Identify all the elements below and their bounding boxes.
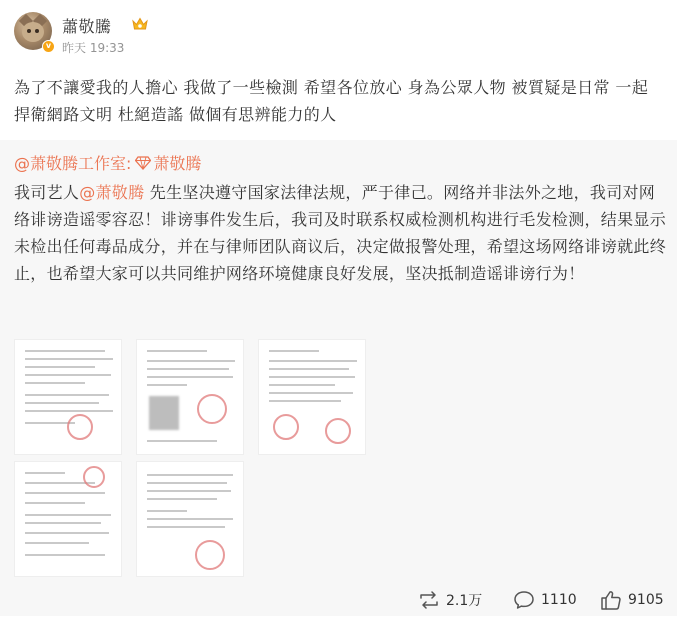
repost-text-mention[interactable]: @萧敬腾 bbox=[79, 183, 145, 202]
repost-count: 2.1万 bbox=[446, 593, 483, 609]
thumbnail-image[interactable] bbox=[258, 339, 366, 455]
post-text: 為了不讓愛我的人擔心 我做了一些檢測 希望各位放心 身為公眾人物 被質疑是日常 一起捍衛網路文明 杜絕造謠 做個有思辨能力的人 bbox=[14, 78, 649, 124]
repost-text bbox=[14, 179, 666, 287]
author-name[interactable]: 蕭敬騰 bbox=[62, 17, 112, 36]
repost-icon bbox=[418, 591, 440, 609]
verified-badge-icon: v bbox=[42, 40, 55, 53]
post-actions bbox=[0, 582, 677, 618]
thumbs-up-icon bbox=[600, 590, 622, 610]
diamond-icon bbox=[135, 156, 151, 170]
repost-colon: : bbox=[126, 154, 132, 173]
repost-text-pre: 我司艺人 bbox=[14, 183, 80, 202]
thumbnail-image[interactable] bbox=[136, 461, 244, 577]
repost-button[interactable] bbox=[418, 588, 482, 612]
thumbnail-image[interactable] bbox=[14, 461, 122, 577]
post-time[interactable]: 昨天 19:33 bbox=[62, 41, 125, 55]
repost-mention-name[interactable]: 萧敬腾 bbox=[153, 154, 202, 173]
like-button[interactable] bbox=[600, 588, 664, 612]
comment-button[interactable] bbox=[513, 588, 577, 612]
post-header bbox=[14, 10, 414, 54]
thumbnail-image[interactable] bbox=[136, 339, 244, 455]
repost-text-post: 先生坚决遵守国家法律法规，严于律己。网络并非法外之地，我司对网络诽谤造谣零容忍！诽谤事件发生后，我司及时联系权威检测机构进行毛发检测，结果显示未检出任何毒品成分，并在与律师团队商议后，决定做报警处理，希望这场网络诽谤就此终止，也希望大家可以共同维护网络环境健康良好发展，坚决抵制造谣诽谤行为！ bbox=[14, 183, 667, 283]
repost-box[interactable] bbox=[0, 140, 677, 616]
repost-author-link[interactable]: @萧敬腾工作室 bbox=[14, 154, 127, 173]
repost-author-line bbox=[14, 152, 201, 176]
like-count: 9105 bbox=[628, 592, 664, 608]
comment-count: 1110 bbox=[541, 592, 577, 608]
crown-icon[interactable] bbox=[131, 16, 149, 32]
comment-icon bbox=[513, 590, 535, 610]
image-grid bbox=[14, 339, 374, 579]
thumbnail-image[interactable] bbox=[14, 339, 122, 455]
